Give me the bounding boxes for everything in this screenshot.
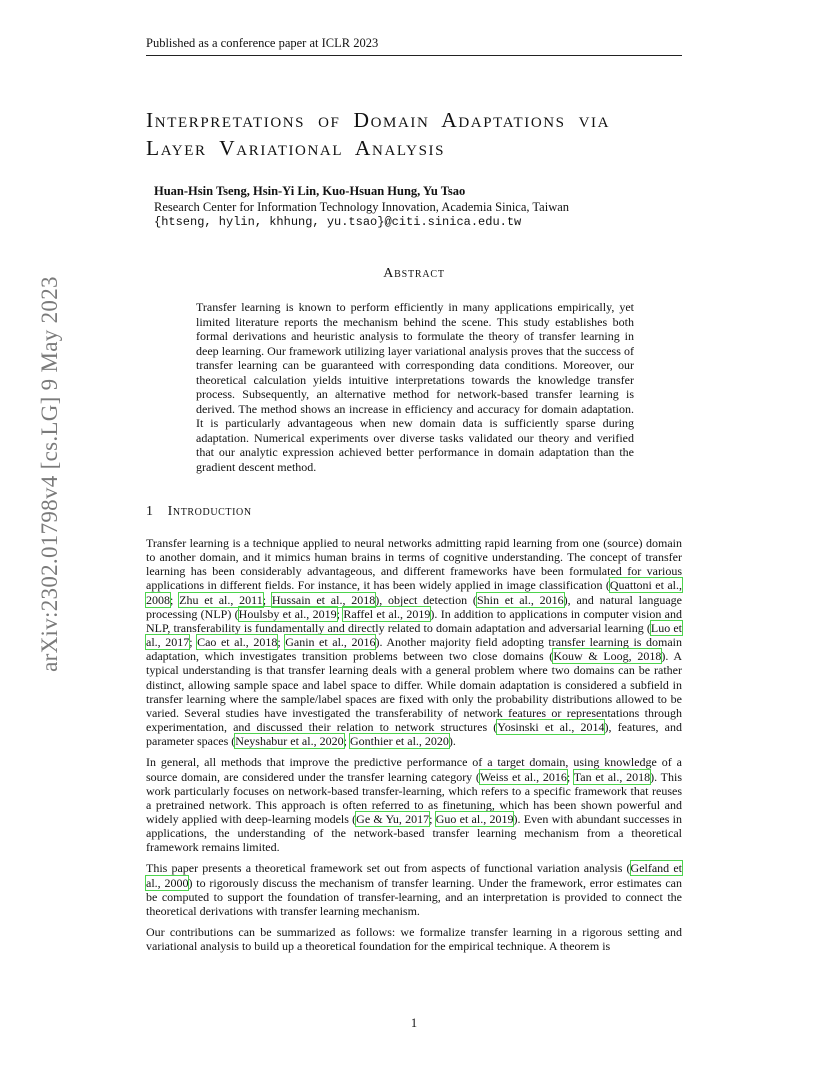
title-line-1: Interpretations of Domain Adaptations via bbox=[146, 108, 611, 132]
section-number: 1 bbox=[146, 504, 154, 519]
title-line-2: Layer Variational Analysis bbox=[146, 136, 446, 160]
text-run: ). Even with abundant successes in applications, the understanding of the network-based transfer learning mechanism from a theoretical framework remains limited. bbox=[146, 811, 682, 855]
text-run: ; bbox=[429, 811, 436, 826]
citation-link[interactable]: Neyshabur et al., 2020 bbox=[235, 734, 344, 749]
text-run: ; bbox=[343, 734, 350, 749]
body-text bbox=[146, 536, 682, 960]
citation-link[interactable]: Quattoni et al., 2008 bbox=[146, 578, 682, 607]
text-run: ), object detection ( bbox=[375, 592, 477, 607]
citation-link[interactable]: Guo et al., 2019 bbox=[435, 811, 514, 826]
text-run: ; bbox=[170, 592, 180, 607]
citation-link[interactable]: Zhu et al., 2011 bbox=[179, 592, 263, 607]
abstract-text: Transfer learning is known to perform efficiently in many applications empirically, yet limited literature reports the mechanism behind the scene. This study establishes both formal derivations and heuristic analysis to formulate the theory of transfer learning in deep learning. Our framework utilizing layer variational analysis proves that the success of transfer learning can be guaranteed with corresponding data conditions. Moreover, our theoretical calculation yields intuitive interpretations towards the knowledge transfer process. Subsequently, an alternative method for network-based transfer learning is derived. The method shows an increase in efficiency and accuracy for domain adaptation. It is particularly advantageous when new domain data is sufficiently sparse during adaptation. Numerical experiments over diverse tasks validated our theory and verified that our analytic expression achieved better performance in domain adaptation than the gradient descent method. bbox=[196, 300, 634, 475]
citation-link[interactable]: Gelfand et al., 2000 bbox=[146, 861, 682, 890]
section-title: Introduction bbox=[167, 504, 252, 519]
author-names: Huan-Hsin Tseng, Hsin-Yi Lin, Kuo-Hsuan Hung, Yu Tsao bbox=[154, 184, 466, 198]
text-run: ). bbox=[448, 734, 456, 749]
text-run: Transfer learning is a technique applied to neural networks admitting rapid learning from one (source) domain to another domain, and it mimics human brains in terms of cognitive understanding. The concept of transfer learning has been considerably advantageous, and different frameworks have been formulated for various applications in different fields. For instance, it has been widely applied in image classification ( bbox=[146, 536, 682, 593]
citation-link[interactable]: Hussain et al., 2018 bbox=[271, 592, 376, 607]
text-run: ), features, and parameter spaces ( bbox=[146, 720, 683, 749]
citation-link[interactable]: Houlsby et al., 2019 bbox=[238, 606, 337, 621]
citation-link[interactable]: Yosinski et al., 2014 bbox=[497, 720, 605, 735]
citation-link[interactable]: Cao et al., 2018 bbox=[197, 635, 278, 650]
citation-link[interactable]: Weiss et al., 2016 bbox=[479, 769, 567, 784]
text-run: ). Another majority field adopting transfer learning is domain adaptation, which investigates transition problems between two close domains ( bbox=[146, 635, 682, 664]
text-run: ; bbox=[336, 606, 344, 621]
text-run: ; bbox=[262, 592, 272, 607]
text-run: ; bbox=[277, 635, 286, 650]
author-email: {htseng, hylin, khhung, yu.tsao}@citi.sinica.edu.tw bbox=[154, 215, 522, 229]
citation-link[interactable]: Tan et al., 2018 bbox=[573, 769, 651, 784]
text-run: ), and natural language processing (NLP) ( bbox=[146, 592, 682, 621]
citation-link[interactable]: Kouw & Loog, 2018 bbox=[553, 649, 662, 664]
text-run: ). This work particularly focuses on network-based transfer-learning, which refers to a specific framework that reuses a pretrained network. This approach is often referred to as finetuning, which has been shown powerful and widely applied with deep-learning models ( bbox=[146, 769, 683, 826]
citation-link[interactable]: Raffel et al., 2019 bbox=[343, 606, 431, 621]
arxiv-identifier: arXiv:2302.01798v4 [cs.LG] 9 May 2023 bbox=[37, 276, 62, 672]
text-run: ). A typical understanding is that transfer learning deals with a general problem where two domains can be rather distinct, allowing sample space and label space to differ. While domain adaptation is considered a subfield in transfer learning where the sample/label spaces are fixed with only the probability distributions allowed to be varied. Several studies have investigated the transferability of network features or representations through experimentation, and discussed their relation to network structures ( bbox=[146, 649, 683, 735]
author-affiliation: Research Center for Information Technology Innovation, Academia Sinica, Taiwan bbox=[154, 199, 570, 214]
text-run: ) to rigorously discuss the mechanism of transfer learning. Under the framework, error estimates can be computed to support the foundation of transfer-learning, and an interpretation is provided to connect the theoretical derivations with transfer learning mechanism. bbox=[146, 875, 682, 918]
author-block bbox=[154, 184, 684, 231]
running-header: Published as a conference paper at ICLR 2023 bbox=[146, 36, 682, 56]
citation-link[interactable]: Gonthier et al., 2020 bbox=[349, 734, 449, 749]
paragraph-3 bbox=[146, 861, 682, 918]
paragraph-4: Our contributions can be summarized as follows: we formalize transfer learning in a rigorous setting and variational analysis to build up a theoretical foundation for the empirical technique. A theorem is bbox=[146, 925, 682, 954]
text-run: ; bbox=[189, 635, 198, 650]
section-heading bbox=[146, 504, 252, 520]
citation-link[interactable]: Shin et al., 2016 bbox=[476, 592, 564, 607]
citation-link[interactable]: Ganin et al., 2016 bbox=[285, 635, 376, 650]
citation-link[interactable]: Ge & Yu, 2017 bbox=[356, 811, 430, 826]
paragraph-1 bbox=[146, 536, 682, 748]
paper-title bbox=[146, 106, 691, 162]
text-run: ; bbox=[566, 769, 574, 784]
text-run: In general, all methods that improve the predictive performance of a target domain, using knowledge of a source domain, are considered under the transfer learning category ( bbox=[146, 755, 682, 784]
abstract-heading: Abstract bbox=[383, 266, 445, 281]
citation-link[interactable]: Luo et al., 2017 bbox=[146, 620, 682, 650]
text-run: ). In addition to applications in computer vision and NLP, transferability is fundamentally and directly related to domain adaptation and adversarial learning ( bbox=[146, 606, 683, 635]
page-number: 1 bbox=[410, 1016, 418, 1030]
text-run: This paper presents a theoretical framework set out from aspects of functional variation analysis ( bbox=[146, 861, 631, 876]
paragraph-2 bbox=[146, 755, 682, 854]
